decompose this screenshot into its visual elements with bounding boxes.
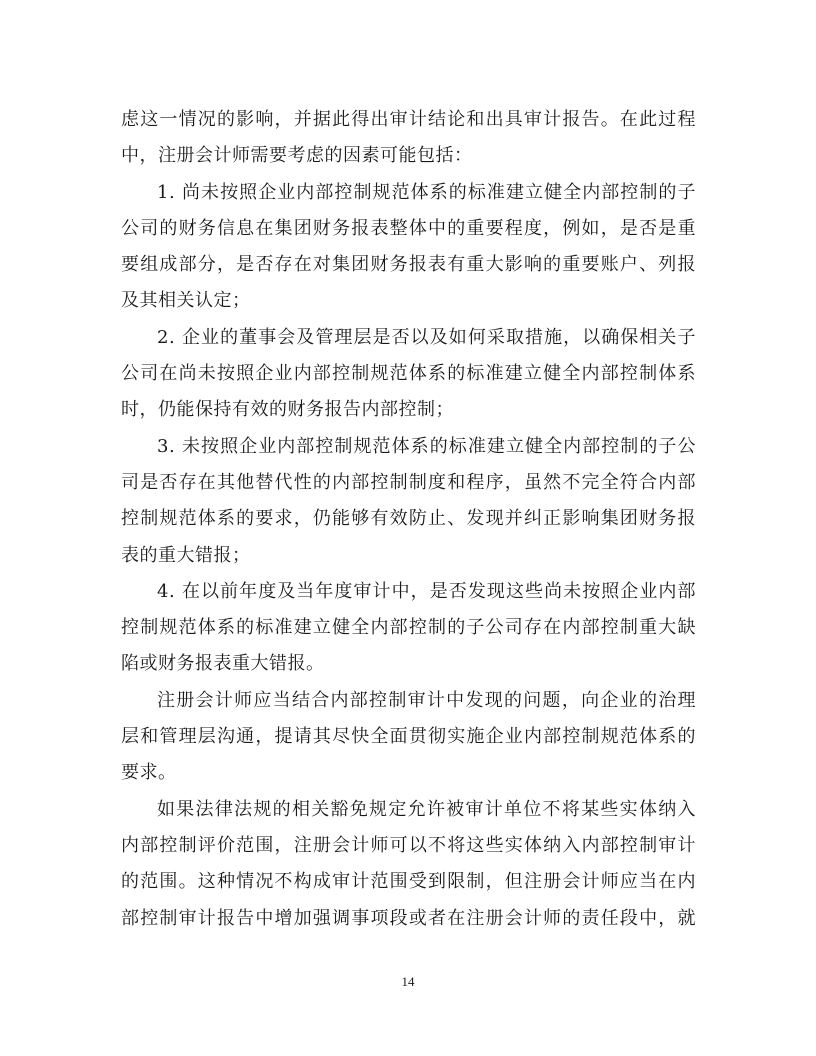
paragraph <box>121 792 696 937</box>
paragraph <box>121 574 696 683</box>
text-line: 内部控制评价范围，注册会计师可以不将这些实体纳入内部控制审计 <box>121 834 696 856</box>
text-line: 控制规范体系的标准建立健全内部控制的子公司存在内部控制重大缺 <box>121 617 696 639</box>
text-line: 虑这一情况的影响，并据此得出审计结论和出具审计报告。在此过程 <box>121 109 696 130</box>
paragraph <box>121 429 696 574</box>
paragraph <box>121 320 696 429</box>
text-line: 中，注册会计师需要考虑的因素可能包括： <box>121 145 473 167</box>
paragraph <box>121 175 696 320</box>
document-body <box>121 102 696 937</box>
text-line: 公司的财务信息在集团财务报表整体中的重要程度，例如，是否是重 <box>121 217 696 239</box>
text-line: 及其相关认定； <box>121 290 251 312</box>
paragraph <box>121 102 696 175</box>
text-line: 要组成部分，是否存在对集团财务报表有重大影响的重要账户、列报 <box>121 254 696 276</box>
text-line: 注册会计师应当结合内部控制审计中发现的问题，向企业的治理 <box>157 689 696 711</box>
text-line: 陷或财务报表重大错报。 <box>121 653 325 675</box>
text-line: 2. 企业的董事会及管理层是否以及如何采取措施，以确保相关子 <box>157 326 696 348</box>
text-line: 1. 尚未按照企业内部控制规范体系的标准建立健全内部控制的子 <box>157 181 696 203</box>
text-line: 要求。 <box>121 762 177 784</box>
text-line: 部控制审计报告中增加强调事项段或者在注册会计师的责任段中，就 <box>121 907 696 929</box>
paragraph <box>121 683 696 792</box>
text-line: 司是否存在其他替代性的内部控制制度和程序，虽然不完全符合内部 <box>121 471 696 493</box>
page-number: 14 <box>401 974 415 989</box>
text-line: 层和管理层沟通，提请其尽快全面贯彻实施企业内部控制规范体系的 <box>121 726 696 748</box>
text-line: 3. 未按照企业内部控制规范体系的标准建立健全内部控制的子公 <box>157 435 696 457</box>
text-line: 公司在尚未按照企业内部控制规范体系的标准建立健全内部控制体系 <box>121 363 696 385</box>
text-line: 表的重大错报； <box>121 544 251 566</box>
text-line: 控制规范体系的要求，仍能够有效防止、发现并纠正影响集团财务报 <box>121 508 696 530</box>
text-line: 4. 在以前年度及当年度审计中，是否发现这些尚未按照企业内部 <box>157 580 696 602</box>
text-line: 如果法律法规的相关豁免规定允许被审计单位不将某些实体纳入 <box>157 798 696 820</box>
text-line: 的范围。这种情况不构成审计范围受到限制，但注册会计师应当在内 <box>121 871 696 893</box>
text-line: 时，仍能保持有效的财务报告内部控制； <box>121 399 454 421</box>
